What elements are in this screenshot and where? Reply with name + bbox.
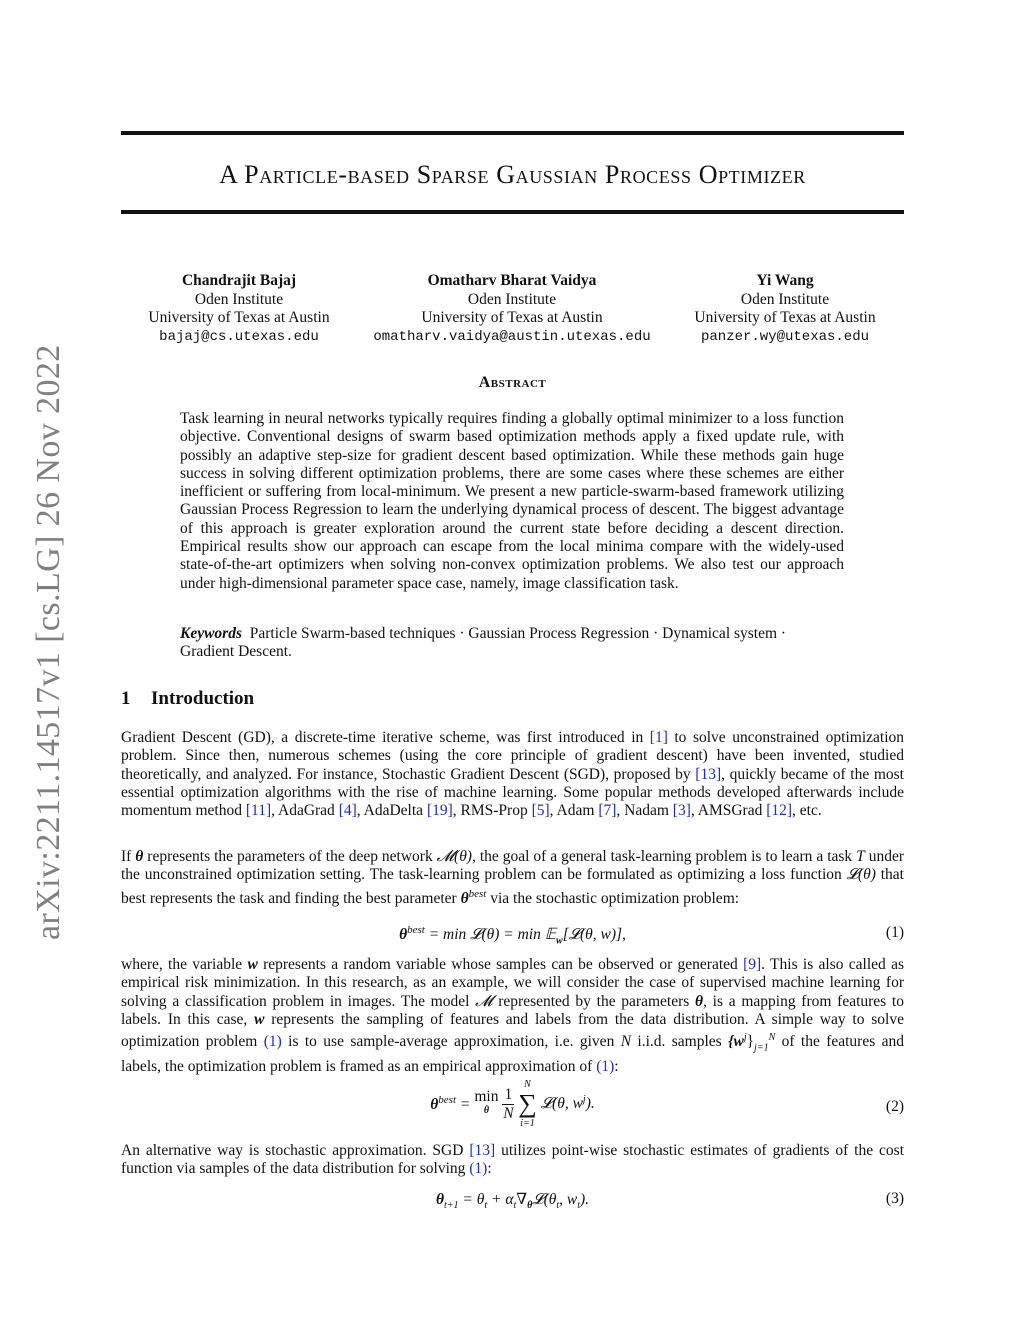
abstract-heading: Abstract [478,374,547,391]
author-name: Chandrajit Bajaj [181,272,297,289]
section-heading [121,688,254,710]
abstract-text: Task learning in neural networks typically requires finding a globally optimal minimizer to a loss function objective. Conventional designs of swarm based optimization methods apply a fixed update rule, with possibly an adaptive step-size for gradient descent based optimization. While these methods gain huge success in solving different optimization problems, there are some cases where these schemes are either inefficient or suffering from local-minimum. We present a new particle-swarm-based framework utilizing Gaussian Process Regression to learn the underlying dynamical process of descent. The biggest advantage of this approach is greater exploration around the current state before deciding a descent direction. Empirical results show our approach can escape from the local minima compare with the widely-used state-of-the-art optimizers when solving non-convex optimization problems. We also test our approach under high-dimensional parameter space case, namely, image classification task. [180,410,844,592]
author-affiliation: Oden Institute [194,290,284,308]
author-block-2 [356,272,668,346]
citation-link[interactable]: [13] [695,765,722,783]
math-symbol: N [620,1033,632,1051]
author-affiliation: Oden Institute [740,290,830,308]
equation-ref-link[interactable]: (1) [596,1057,615,1075]
math-symbol: θ [695,992,704,1010]
math-symbol: T [856,848,865,865]
author-email[interactable]: bajaj@cs.utexas.edu [159,328,319,345]
paragraph-4: An alternative way is stochastic approximation. SGD [13] utilizes point-wise stochastic estimates of gradients of the cost function via samples of the data distribution for solving (1): [121,1142,905,1178]
author-affiliation: University of Texas at Austin [421,309,603,326]
author-name: Yi Wang [756,272,814,289]
equation-2: $\theta^{best}$ = min θ 1 N N ∑ i=1 𝓛(θ, $w^j$). (2) [430,1079,904,1129]
citation-link[interactable]: [12] [766,802,793,820]
equation-number: (1) [885,924,904,941]
citation-link[interactable]: [7] [598,802,617,820]
citation-link[interactable]: [19] [426,802,453,820]
citation-link[interactable]: [1] [649,729,668,746]
title-bottom-rule [121,210,904,214]
author-affiliation: Oden Institute [467,290,557,308]
citation-link[interactable]: [3] [672,802,691,820]
equation-3: $\theta_{t+1} = \theta_t$ + $\alpha_t\nabla_\theta 𝓛(\theta_t$, $w_t$). (3) [435,1190,904,1212]
citation-link[interactable]: [5] [531,802,550,820]
math-symbol: 𝓜(θ) [436,848,472,865]
author-name: Omatharv Bharat Vaidya [427,272,597,289]
paragraph-3: where, the variable w represents a random variable whose samples can be observed or generated [9]. This is also called as empirical risk minimization. In this research, as an example, we will consider the case of supervised machine learning for solving a classification problem in images. The model 𝓜 represented by the parameters θ, is a mapping from features to labels. In this case, w represents the sampling of features and labels from the data distribution. A simple way to solve optimization problem (1) is to use sample-average approximation, i.e. given N i.i.d. samples $\{w^j\}_{j=1}^N$ of the features and labels, the optimization problem is framed as an empirical approximation of (1): [121,956,904,1075]
math-symbol: w [247,956,258,973]
author-email[interactable]: omatharv.vaidya@austin.utexas.edu [373,328,651,345]
math-symbol: w [254,1010,265,1028]
math-symbol: 𝓜 [475,992,493,1010]
paper-title: A Particle-based Sparse Gaussian Process Optimizer [219,160,806,189]
title-top-rule [121,131,904,135]
equation-number: (2) [885,1098,904,1115]
section-number: 1 [121,688,131,709]
equation-1: $\theta^{best} = \min$ 𝓛(θ) = min 𝔼$_w$[𝓛(θ, w)], (1) [399,924,904,947]
keywords-text: Particle Swarm-based techniques · Gaussian Process Regression · Dynamical system · Gradient Descent. [180,625,787,661]
equation-ref-link[interactable]: (1) [263,1033,282,1051]
keywords [180,625,844,662]
author-affiliation: University of Texas at Austin [694,309,876,326]
citation-link[interactable]: [9] [743,956,762,973]
author-email[interactable]: panzer.wy@utexas.edu [700,328,870,345]
equation-number: (3) [885,1190,904,1207]
citation-link[interactable]: [11] [245,802,272,820]
math-symbol: θ [460,889,469,907]
keywords-label: Keywords [180,625,242,642]
arxiv-side-label: arXiv:2211.14517v1 [cs.LG] 26 Nov 2022 [30,344,67,940]
equation-ref-link[interactable]: (1) [469,1160,488,1178]
sum-icon: ∑ [518,1089,537,1118]
math-symbol: θ [135,848,144,865]
math-symbol: 𝓛(θ) [846,866,876,884]
author-block-1 [121,272,357,346]
paragraph-1: Gradient Descent (GD), a discrete-time iterative scheme, was first introduced in [1] to solve unconstrained optimization problem. Since then, numerous schemes (using the core principle of gradient descent) have been invented, studied theoretically, and analyzed. For instance, Stochastic Gradient Descent (SGD), proposed by [13], quickly became of the most essential optimization algorithms with the rise of machine learning. Some popular methods developed afterwards include momentum method [11], AdaGrad [4], AdaDelta [19], RMS-Prop [5], Adam [7], Nadam [3], AMSGrad [12], etc. [121,729,905,820]
section-title: Introduction [151,688,255,709]
author-block-3 [668,272,902,346]
citation-link[interactable]: [13] [469,1142,496,1159]
paragraph-2: If θ represents the parameters of the deep network 𝓜(θ), the goal of a general task-learning problem is to learn a task T under the unconstrained optimization setting. The task-learning problem can be formulated as optimizing a loss function 𝓛(θ) that best represents the task and finding the best parameter $\theta^{best}$ via the stochastic optimization problem: [121,848,905,907]
citation-link[interactable]: [4] [338,802,357,820]
author-affiliation: University of Texas at Austin [148,309,330,326]
